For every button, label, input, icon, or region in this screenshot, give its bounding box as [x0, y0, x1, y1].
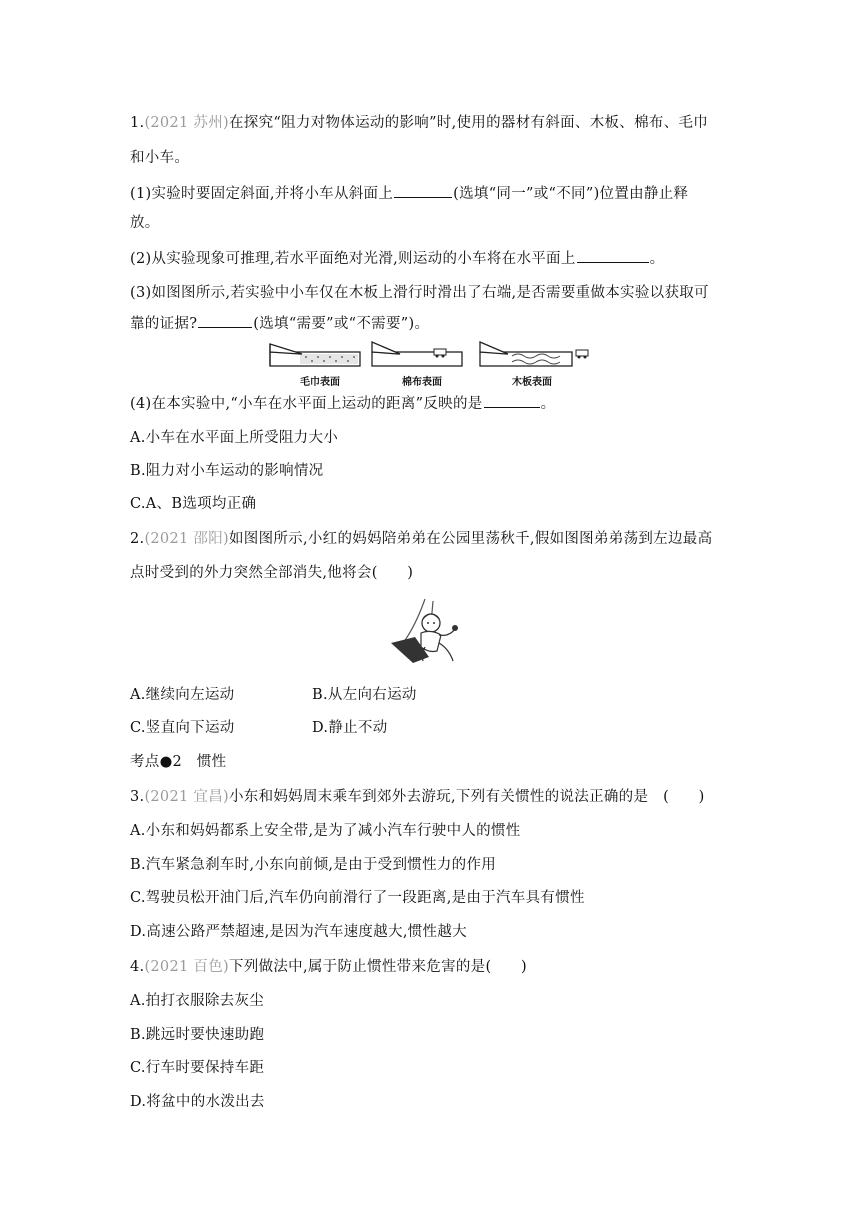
q2-option-c: C.竖直向下运动 — [130, 720, 235, 736]
q1-source: (2021 苏州) — [144, 115, 229, 131]
q1-option-c: C.A、B选项均正确 — [130, 496, 257, 512]
q2-source: (2021 邵阳) — [144, 531, 229, 547]
q1-part3-line2 — [130, 313, 429, 334]
q4-option-c: C.行车时要保持车距 — [130, 1060, 265, 1076]
q1-part1 — [130, 183, 688, 204]
q1-part3: (3)如图图所示,若实验中小车仅在木板上滑行时滑出了右端,是否需要重做本实验以获取可 — [130, 285, 709, 301]
q4-option-b: B.跳远时要快速助跑 — [130, 1027, 265, 1043]
q2-option-a: A.继续向左运动 — [130, 687, 235, 703]
q4-source: (2021 百色) — [144, 959, 229, 975]
q2-stem-1: 如图图所示,小红的妈妈陪弟弟在公园里荡秋千,假如图图弟弟荡到左边最高 — [228, 531, 713, 547]
q3-option-a: A.小东和妈妈都系上安全带,是为了减小汽车行驶中人的惯性 — [130, 823, 521, 839]
q1-option-b: B.阻力对小车运动的影响情况 — [130, 463, 324, 479]
q1-part2-end: 。 — [649, 251, 665, 267]
q1-part4-text: (4)在本实验中,“小车在水平面上运动的距离”反映的是 — [130, 396, 483, 412]
q3-option-b: B.汽车紧急刹车时,小东向前倾,是由于受到惯性力的作用 — [130, 857, 497, 873]
answer-blank[interactable] — [198, 313, 252, 328]
q3-source: (2021 宜昌) — [144, 789, 229, 805]
cotton-surface-diagram — [372, 342, 462, 366]
swing-illustration — [385, 597, 475, 669]
q4-option-d: D.将盆中的水泼出去 — [130, 1094, 265, 1110]
q1-line2: 和小车。 — [130, 150, 190, 166]
q1-part1-text2: (选填“同一”或“不同”)位置由静止释 — [453, 186, 689, 202]
towel-label: 毛巾表面 — [300, 377, 340, 388]
q4-number: 4. — [130, 959, 145, 975]
q1-number: 1. — [130, 115, 145, 131]
wood-label: 木板表面 — [512, 377, 552, 388]
q1-part1-end: 放。 — [130, 215, 160, 231]
q2-option-d: D.静止不动 — [312, 720, 388, 736]
q3-stem-text: 小东和妈妈周末乘车到郊外去游玩,下列有关惯性的说法正确的是 ( ) — [228, 789, 705, 805]
q1-part4 — [130, 393, 555, 414]
answer-blank[interactable] — [577, 248, 649, 263]
wood-surface-diagram — [480, 342, 588, 366]
q4-stem-text: 下列做法中,属于防止惯性带来危害的是( ) — [228, 959, 527, 975]
q2-number: 2. — [130, 531, 145, 547]
q1-part2-text: (2)从实验现象可推理,若水平面绝对光滑,则运动的小车将在水平面上 — [130, 251, 576, 267]
q4-stem — [130, 957, 527, 977]
cotton-label: 棉布表面 — [402, 377, 442, 388]
q3-option-c: C.驾驶员松开油门后,汽车仍向前滑行了一段距离,是由于汽车具有惯性 — [130, 890, 585, 906]
answer-blank[interactable] — [394, 183, 452, 198]
q4-option-a: A.拍打衣服除去灰尘 — [130, 993, 265, 1009]
q3-option-d: D.高速公路严禁超速,是因为汽车速度越大,惯性越大 — [130, 924, 467, 940]
q3-number: 3. — [130, 789, 145, 805]
q1-part3-text: 靠的证据? — [130, 316, 198, 332]
q1-line1 — [130, 113, 708, 133]
q3-stem — [130, 787, 705, 807]
answer-blank[interactable] — [484, 393, 540, 408]
q1-option-a: A.小车在水平面上所受阻力大小 — [130, 430, 339, 446]
q1-part1-text: (1)实验时要固定斜面,并将小车从斜面上 — [130, 186, 394, 202]
q2-line2: 点时受到的外力突然全部消失,他将会( ) — [130, 565, 414, 581]
q2-option-b: B.从左向右运动 — [312, 687, 417, 703]
q1-part4-end: 。 — [540, 396, 556, 412]
q1-part3-text2: (选填“需要”或“不需要”)。 — [253, 316, 430, 332]
q1-stem-1: 在探究“阻力对物体运动的影响”时,使用的器材有斜面、木板、棉布、毛巾 — [228, 115, 709, 131]
towel-surface-diagram — [270, 344, 360, 366]
q1-part2 — [130, 248, 664, 269]
section-heading: 考点●2 惯性 — [130, 754, 227, 770]
q2-line1 — [130, 529, 712, 549]
